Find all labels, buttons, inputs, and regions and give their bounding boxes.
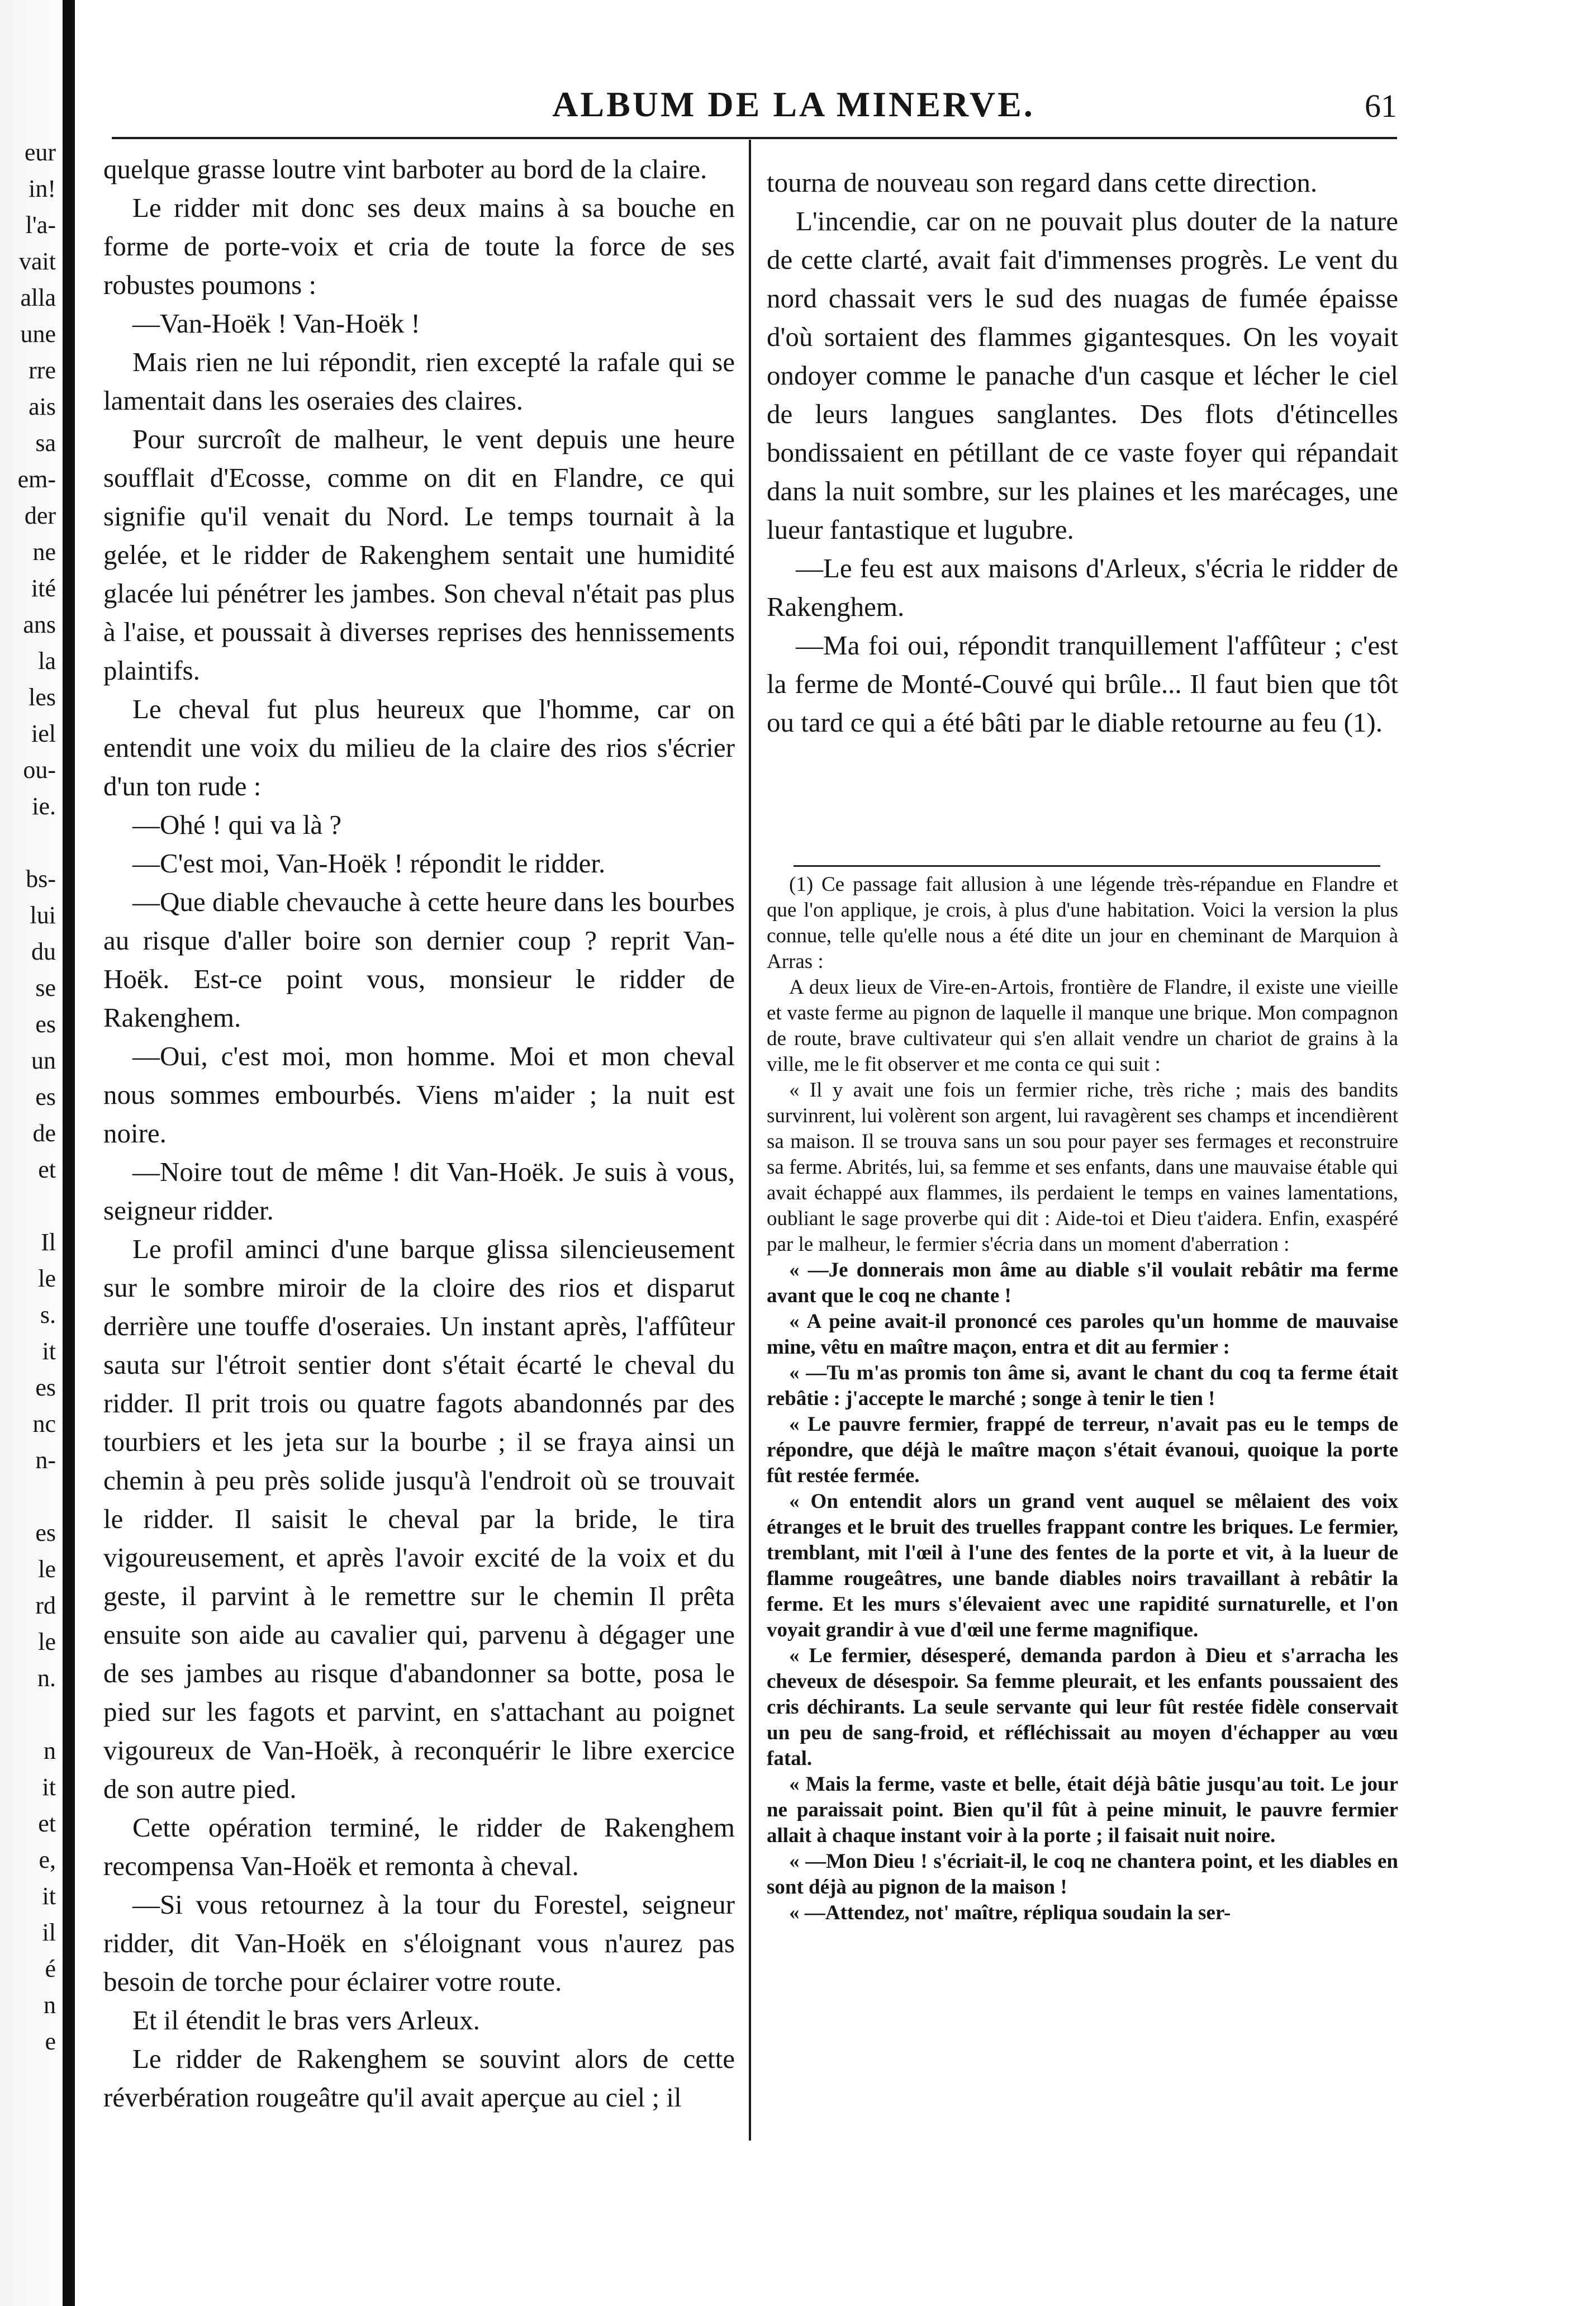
paragraph: Pour surcroît de malheur, le vent depuis une heure soufflait d'Ecosse, comme on dit en Flandre, ce qui signifie qu'il venait du Nord. Le temps tournait à la gelée, et le ridder de Rakenghem sentait une humidité glacée lui pénétrer les jambes. Son cheval n'était pas plus à l'aise, et poussait à diverses reprises des hennissements plaintifs. [103,424,735,686]
edge-fragment: e [45,2028,56,2055]
edge-fragment: l'a- [25,211,56,239]
edge-fragment: les [28,684,56,711]
previous-page-text-fragments [0,134,56,2060]
paragraph: —Que diable chevauche à cette heure dans les bourbes au risque d'aller boire son dernier coup ? reprit Van-Hoëk. Est-ce point vous, monsieur le ridder de Rakenghem. [103,886,735,1033]
paragraph: —Si vous retournez à la tour du Forestel, seigneur ridder, dit Van-Hoëk en s'éloignant vous n'aurez pas besoin de torche pour éclairer votre route. [103,1889,735,1997]
edge-fragment: é [45,1955,56,1982]
paragraph: Cette opération terminé, le ridder de Rakenghem recompensa Van-Hoëk et remonta à cheval. [103,1812,735,1881]
edge-fragment: du [31,938,56,965]
edge-fragment [0,1188,56,1224]
paragraph: Mais rien ne lui répondit, rien excepté la rafale qui se lamentait dans les oseraies des claires. [103,347,735,416]
paragraph: —Noire tout de même ! dit Van-Hoëk. Je suis à vous, seigneur ridder. [103,1156,735,1226]
edge-fragment: une [20,320,56,348]
edge-fragment: n [44,1737,56,1764]
edge-fragment: em- [17,466,56,493]
footnote-paragraph: « On entendit alors un grand vent auquel se mêlaient des voix étranges et le bruit des truelles frappant contre les briques. Le fermier, tremblant, mit l'œil à l'une des fentes de la porte et vit, à la lueur de flamme rougeâtres, une bande diables noirs travaillant à rebâtir la ferme. Et les murs s'élevaient avec une rapidité surnaturelle, et l'on voyait grandir à vue d'œil une ferme magnifique. [767,1490,1398,1641]
paragraph: —C'est moi, Van-Hoëk ! répondit le ridder. [132,848,606,879]
edge-fragment: iel [31,720,56,747]
edge-fragment: ité [31,575,56,602]
edge-fragment [0,1696,56,1733]
edge-fragment: es [35,1010,56,1038]
edge-fragment: la [38,647,56,675]
footnote-paragraph: « —Mon Dieu ! s'écriait-il, le coq ne chantera point, et les diables en sont déjà au pignon de la maison ! [767,1850,1398,1899]
paragraph: —Le feu est aux maisons d'Arleux, s'écria le ridder de Rakenghem. [767,553,1398,622]
footnote-paragraph: A deux lieux de Vire-en-Artois, frontière de Flandre, il existe une vieille et vaste ferme au pignon de laquelle il manque une brique. Mon compagnon de route, brave cultivateur qui s'en allait vendre un chariot de grains à la ville, me le fit observer et me conta ce qui suit : [767,976,1398,1076]
page-header [112,84,1397,134]
edge-fragment: es [35,1519,56,1546]
edge-fragment: sa [35,429,56,457]
edge-fragment: lui [30,901,56,929]
edge-fragment: et [38,1156,56,1183]
left-column [103,150,735,2117]
edge-fragment: in! [28,175,56,202]
edge-fragment: ne [32,538,56,566]
edge-fragment: es [35,1083,56,1111]
edge-fragment: le [38,1555,56,1583]
paragraph: —Ma foi oui, répondit tranquillement l'affûteur ; c'est la ferme de Monté-Couvé qui brûle... Il faut bien que tôt ou tard ce qui a été bâti par le diable retourne au feu (1). [767,630,1398,738]
footnote-paragraph: « Le fermier, désesperé, demanda pardon à Dieu et s'arracha les cheveux de désespoir. Sa femme pleurait, et les enfants poussaient des cris déchirants. La seule servante qui leur fût restée fidèle conservait un peu de sang-froid, et réfléchissait au moyen d'échapper au vœu fatal. [767,1644,1398,1770]
edge-fragment: rd [35,1592,56,1619]
edge-fragment: s. [40,1301,56,1328]
column-divider [749,140,751,2141]
paragraph: quelque grasse loutre vint barboter au bord de la claire. [103,154,707,184]
edge-fragment: bs- [26,865,56,893]
paragraph: L'incendie, car on ne pouvait plus douter de la nature de cette clarté, avait fait d'immenses progrès. Le vent du nord chassait vers le sud des nuagas de fumée épaisse d'où sortaient des flammes gigantesques. On les voyait ondoyer comme le panache d'un casque et lécher le ciel de leurs langues sanglantes. Des flots d'étincelles bondissaient en pétillant de ce vaste foyer qui répandait dans la nuit sombre, sur les plaines et les marécages, une lueur fantastique et lugubre. [767,206,1398,545]
edge-fragment: un [31,1047,56,1074]
footnote [767,872,1398,1926]
edge-fragment: de [32,1119,56,1147]
edge-fragment: ais [28,393,56,420]
edge-fragment: it [42,1337,56,1365]
paragraph: —Ohé ! qui va là ? [132,809,342,840]
edge-fragment: it [42,1882,56,1910]
footnote-paragraph: (1) Ce passage fait allusion à une légende très-répandue en Flandre et que l'on applique, je crois, à plus d'une habitation. Voici la version la plus connue, telle qu'elle nous a été dite un jour en cheminant de Marquion à Arras : [767,873,1398,973]
edge-fragment: se [35,974,56,1002]
edge-fragment: es [35,1374,56,1401]
footnote-paragraph: « Il y avait une fois un fermier riche, très riche ; mais des bandits survinrent, lui volèrent son argent, lui ravagèrent ses champs et incendièrent sa maison. Il se trouva sans un sou pour payer ses fermages et reconstruire sa ferme. Abrités, lui, sa femme et ses enfants, dans une mauvaise étable qui avait échappé aux flammes, ils perdaient le temps en vaines lamentations, oubliant le sage proverbe qui dit : Aide-toi et Dieu t'aidera. Enfin, exaspéré par le malheur, le fermier s'écria dans un moment d'aberration : [767,1079,1398,1256]
edge-fragment: eur [24,139,56,166]
paragraph: —Van-Hoëk ! Van-Hoëk ! [132,308,420,339]
paragraph: Le profil aminci d'une barque glissa silencieusement sur le sombre miroir de la cloire des rios et disparut derrière une touffe d'oseraies. Un instant après, l'affûteur sauta sur l'étroit sentier dont s'était écarté le cheval du ridder. Il prit trois ou quatre fagots abandonnés par des tourbiers et les jeta sur la bourbe ; il se fraya ainsi un chemin à peu près solide jusqu'à l'endroit où se trouvait le ridder. Il saisit le cheval par la bride, le tira vigoureusement, et après l'avoir excité de la voix et du geste, il parvint à le remettre sur le chemin Il prêta ensuite son aide au cavalier qui, parvenu à dégager une de ses jambes au risque d'abandonner sa botte, posa le pied sur les fagots et parvint, en s'attachant au poignet vigoureux de Van-Hoëk, à reconquérir le libre exercice de son autre pied. [103,1233,735,1804]
paragraph: —Oui, c'est moi, mon homme. Moi et mon cheval nous sommes embourbés. Viens m'aider ; la nuit est noire. [103,1041,735,1149]
edge-fragment: n [44,1991,56,2019]
footnote-paragraph: « —Je donnerais mon âme au diable s'il voulait rebâtir ma ferme avant que le coq ne chante ! [767,1259,1398,1307]
edge-fragment: n. [37,1664,56,1692]
edge-fragment: ans [23,611,56,638]
edge-fragment: ou- [23,756,56,784]
page-title: ALBUM DE LA MINERVE. [552,84,1035,124]
header-rule [112,137,1397,139]
right-column [767,163,1398,742]
edge-fragment: le [38,1628,56,1655]
footnote-paragraph: « Mais la ferme, vaste et belle, était déjà bâtie jusqu'au toit. Le jour ne paraissait point. Bien qu'il fût à peine minuit, le pauvre fermier allait à chaque instant voir à la porte ; il faisait nuit noire. [767,1773,1398,1847]
paragraph: Le cheval fut plus heureux que l'homme, car on entendit une voix du milieu de la claire des rios s'écrier d'un ton rude : [103,694,735,801]
footnote-rule [794,865,1380,867]
paragraph: tourna de nouveau son regard dans cette direction. [767,167,1318,198]
edge-fragment: ie. [32,793,56,820]
edge-fragment: rre [28,357,56,384]
footnote-paragraph: « A peine avait-il prononcé ces paroles qu'un homme de mauvaise mine, vêtu en maître maçon, entra et dit au fermier : [767,1310,1398,1359]
page-number: 61 [1365,88,1397,124]
paragraph: Le ridder mit donc ses deux mains à sa bouche en forme de porte-voix et cria de toute la force de ses robustes poumons : [103,192,735,300]
edge-fragment [0,1478,56,1515]
edge-fragment: n- [35,1446,56,1474]
edge-fragment: e, [39,1846,56,1873]
footnote-paragraph: « —Attendez, not' maître, répliqua soudain la ser- [789,1901,1231,1924]
edge-fragment: nc [32,1410,56,1437]
edge-fragment: alla [20,284,56,311]
paragraph: Et il étendit le bras vers Arleux. [132,2005,480,2035]
edge-fragment: le [38,1265,56,1292]
edge-fragment: vait [19,248,56,275]
edge-fragment: it [42,1773,56,1801]
binding-edge-line [63,0,75,2306]
footnote-paragraph: « —Tu m'as promis ton âme si, avant le chant du coq ta ferme était rebâtie : j'accepte le marché ; songe à tenir le tien ! [767,1361,1398,1410]
edge-fragment: Il [41,1228,56,1256]
edge-fragment: der [24,502,56,529]
edge-fragment: et [38,1810,56,1837]
edge-fragment [0,824,56,861]
paragraph: Le ridder de Rakenghem se souvint alors de cette réverbération rougeâtre qu'il avait aperçue au ciel ; il [103,2043,735,2113]
footnote-paragraph: « Le pauvre fermier, frappé de terreur, n'avait pas eu le temps de répondre, que déjà le maître maçon s'était évanoui, quoique la porte fût restée fermée. [767,1413,1398,1487]
edge-fragment: il [42,1919,56,1946]
